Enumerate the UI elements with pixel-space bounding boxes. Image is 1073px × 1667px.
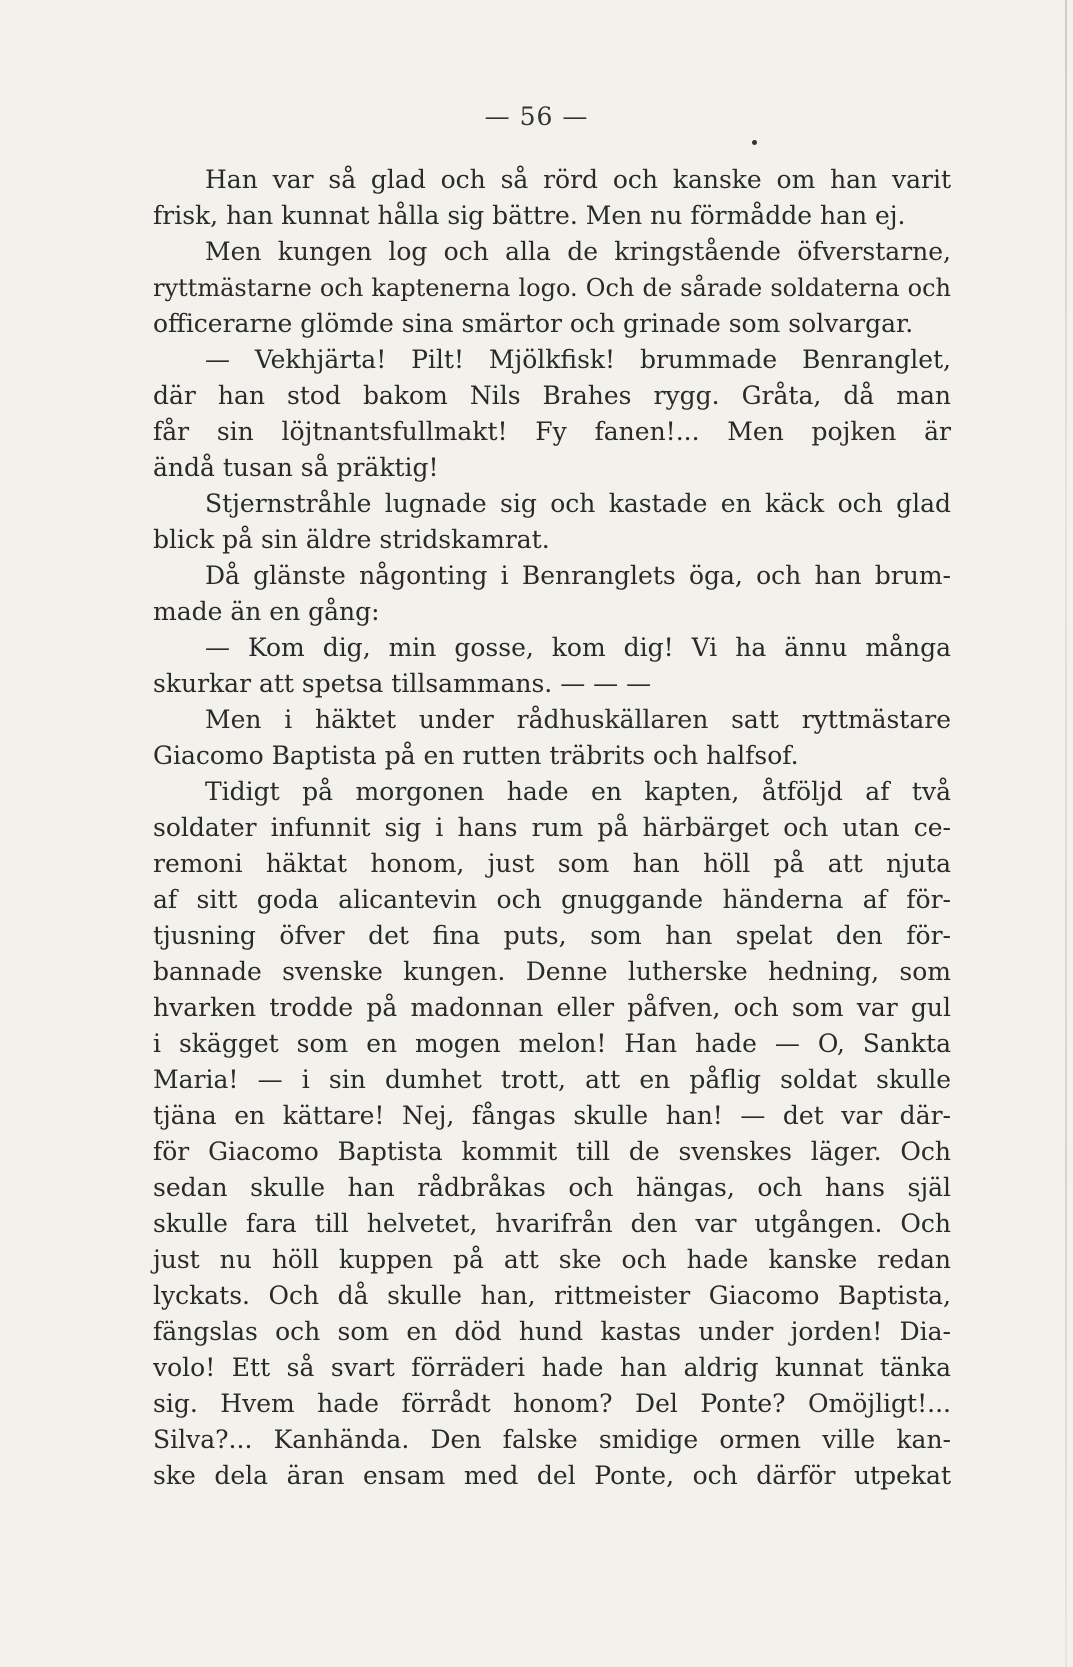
- ink-speck: [752, 140, 757, 145]
- text-line: soldater infunnit sig i hans rum på härbärget och utan ce-: [153, 813, 951, 842]
- text-line: frisk, han kunnat hålla sig bättre. Men nu förmådde han ej.: [153, 201, 906, 230]
- text-line: af sitt goda alicantevin och gnuggande händerna af för-: [153, 885, 951, 914]
- text-line: bannade svenske kungen. Denne lutherske hedning, som: [153, 957, 951, 986]
- text-line: Giacomo Baptista på en rutten träbrits och halfsof.: [153, 741, 799, 770]
- text-line: där han stod bakom Nils Brahes rygg. Gråta, då man: [153, 381, 951, 410]
- text-line: — Vekhjärta! Pilt! Mjölkfisk! brummade Benranglet,: [205, 345, 951, 374]
- text-line: hvarken trodde på madonnan eller påfven, och som var gul: [153, 993, 951, 1022]
- text-line: för Giacomo Baptista kommit till de svenskes läger. Och: [153, 1137, 951, 1166]
- text-line: volo! Ett så svart förräderi hade han aldrig kunnat tänka: [153, 1353, 951, 1382]
- text-line: Maria! — i sin dumhet trott, att en påflig soldat skulle: [153, 1065, 951, 1094]
- text-line: just nu höll kuppen på att ske och hade kanske redan: [153, 1245, 951, 1274]
- text-line: officerarne glömde sina smärtor och grinade som solvargar.: [153, 309, 914, 338]
- text-line: skulle fara till helvetet, hvarifrån den var utgången. Och: [153, 1209, 951, 1238]
- text-line: tjusning öfver det fina puts, som han spelat den för-: [153, 921, 951, 950]
- text-line: — Kom dig, min gosse, kom dig! Vi ha ännu många: [205, 633, 951, 662]
- text-line: ske dela äran ensam med del Ponte, och därför utpekat: [153, 1461, 951, 1490]
- text-line: Stjernstråhle lugnade sig och kastade en käck och glad: [205, 489, 951, 518]
- text-line: Tidigt på morgonen hade en kapten, åtföljd af två: [205, 777, 951, 806]
- text-line: tjäna en kättare! Nej, fångas skulle han! — det var där-: [153, 1101, 951, 1130]
- text-line: Men kungen log och alla de kringstående öfverstarne,: [205, 237, 951, 266]
- text-line: skurkar att spetsa tillsammans. — — —: [153, 669, 652, 698]
- text-line: sedan skulle han rådbråkas och hängas, och hans själ: [153, 1173, 951, 1202]
- text-line: remoni häktat honom, just som han höll på att njuta: [153, 849, 951, 878]
- page-number: — 56 —: [484, 102, 589, 131]
- text-line: ryttmästarne och kaptenerna logo. Och de sårade soldaterna och: [153, 274, 951, 302]
- page-edge-shadow: [1065, 0, 1067, 1667]
- text-line: Silva?... Kanhända. Den falske smidige ormen ville kan-: [153, 1425, 951, 1454]
- text-line: ändå tusan så präktig!: [153, 453, 439, 482]
- text-line: Men i häktet under rådhuskällaren satt ryttmästare: [205, 705, 951, 734]
- text-line: får sin löjtnantsfullmakt! Fy fanen!... Men pojken är: [153, 417, 951, 446]
- text-line: sig. Hvem hade förrådt honom? Del Ponte? Omöjligt!...: [153, 1389, 951, 1418]
- text-line: Han var så glad och så rörd och kanske om han varit: [205, 165, 951, 194]
- text-line: blick på sin äldre stridskamrat.: [153, 525, 550, 554]
- text-line: Då glänste någonting i Benranglets öga, och han brum-: [205, 561, 951, 590]
- text-line: fängslas och som en död hund kastas under jorden! Dia-: [153, 1317, 951, 1346]
- text-line: lyckats. Och då skulle han, rittmeister Giacomo Baptista,: [153, 1281, 951, 1310]
- body-text: [153, 162, 951, 1494]
- text-line: i skägget som en mogen melon! Han hade — O, Sankta: [153, 1029, 951, 1058]
- text-line: made än en gång:: [153, 597, 380, 626]
